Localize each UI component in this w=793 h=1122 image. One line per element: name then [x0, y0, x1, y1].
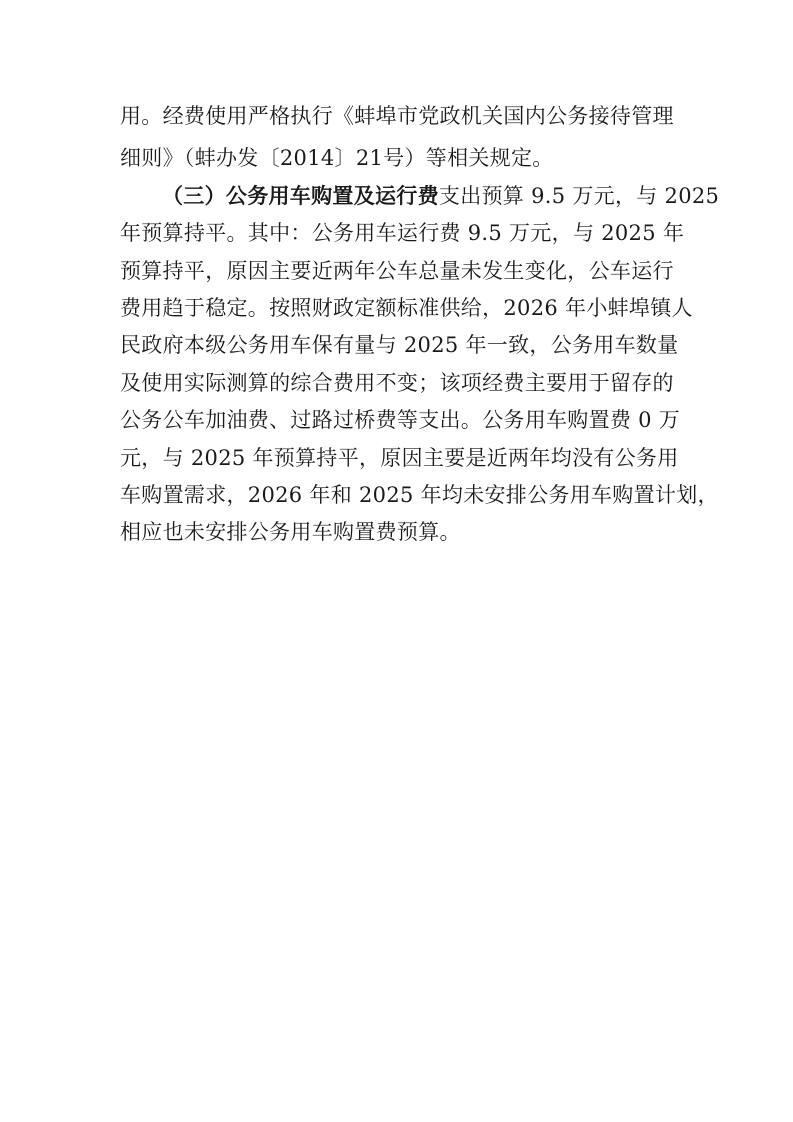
- paragraph-line-6: 费用趋于稳定。按照财政定额标准供给，2026 年小蚌埠镇人: [120, 296, 693, 320]
- paragraph-line-12: 相应也未安排公务用车购置费预算。: [120, 520, 461, 544]
- paragraph-line-2: 细则》（蚌办发〔2014〕21号）等相关规定。: [120, 146, 554, 170]
- paragraph-line-7: 民政府本级公务用车保有量与 2025 年一致，公务用车数量: [120, 333, 679, 357]
- paragraph-line-4: 年预算持平。其中：公务用车运行费 9.5 万元，与 2025 年: [120, 221, 685, 245]
- paragraph-line-1: 用。经费使用严格执行《蚌埠市党政机关国内公务接待管理: [120, 104, 674, 128]
- paragraph-line-8: 及使用实际测算的综合费用不变；该项经费主要用于留存的: [120, 371, 674, 395]
- paragraph-line-11: 车购置需求，2026 年和 2025 年均未安排公务用车购置计划，: [120, 483, 719, 507]
- paragraph-line-10: 元，与 2025 年预算持平，原因主要是近两年均没有公务用: [120, 446, 679, 470]
- section-heading: （三）公务用车购置及运行费: [162, 184, 439, 208]
- paragraph-line-9: 公务公车加油费、过路过桥费等支出。公务用车购置费 0 万: [120, 408, 681, 432]
- section-heading-line: [162, 178, 720, 214]
- section-heading-rest: 支出预算 9.5 万元，与 2025: [438, 184, 720, 208]
- paragraph-line-5: 预算持平，原因主要近两年公车总量未发生变化，公车运行: [120, 259, 674, 283]
